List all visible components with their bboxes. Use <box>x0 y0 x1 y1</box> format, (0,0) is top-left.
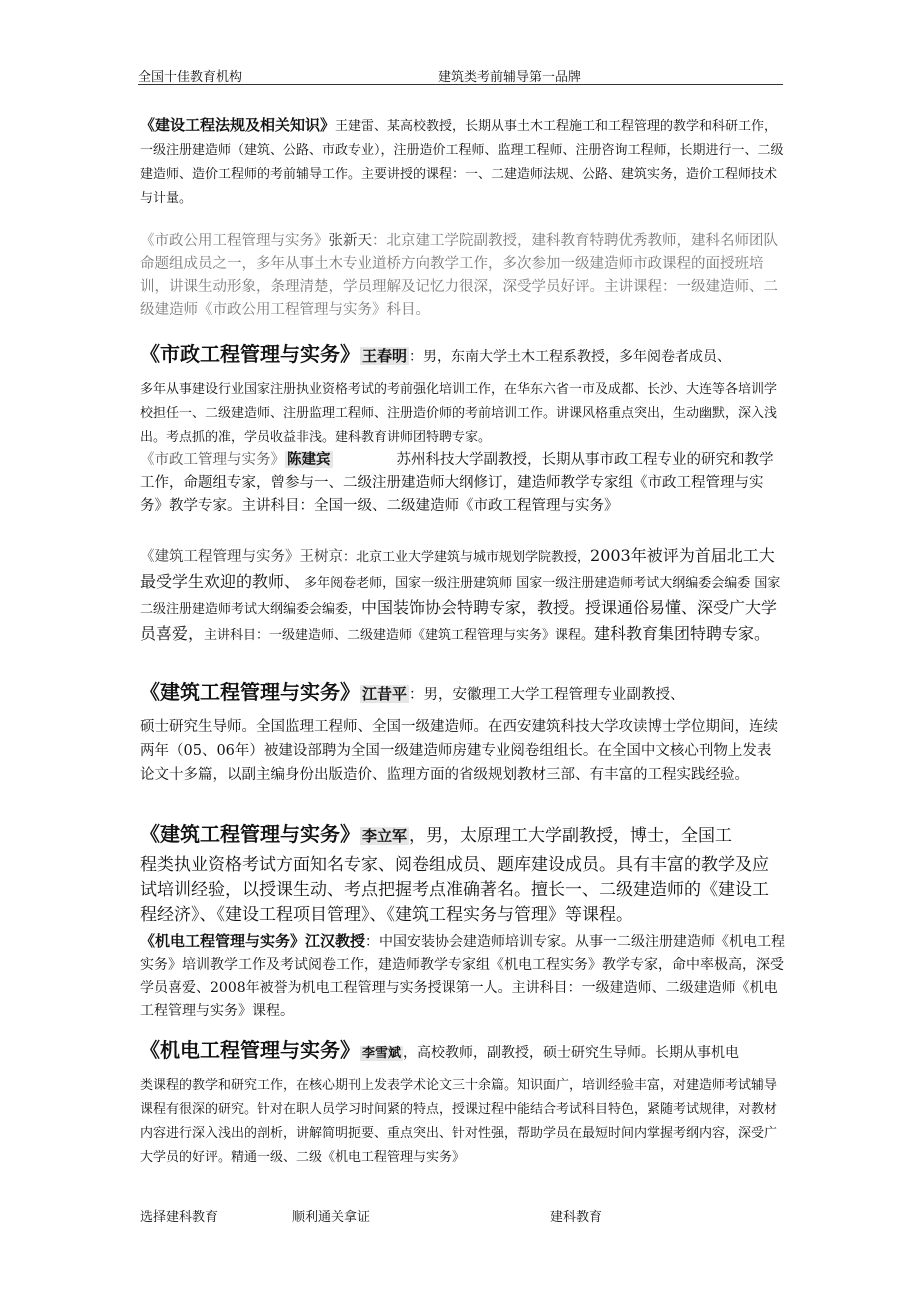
teacher-name: 江昔平 <box>362 685 408 703</box>
section-body: 类课程的教学和研究工作，在核心期刊上发表学术论文三十余篇。知识面广，培训经验丰富，对建造师考试辅导课程有很深的研究。针对在职人员学习时间紧的特点，授课过程中能结合考试科目特色，紧随考试规律，对教材内容进行深入浅出的剖析，讲解简明扼要、重点突出、针对性强，帮助学员在最短时间内掌握考纲内容，深受广大学员的好评。精通一级、二级《机电工程管理与实务》 <box>140 1078 778 1165</box>
section-title: 《建筑工程管理与实务》 <box>140 822 360 846</box>
header-right-text: 建筑类考前辅导第一品牌 <box>438 70 582 85</box>
section-body-b: 2003年被评为首届北工大最受学生欢迎的教师、 <box>140 546 775 591</box>
section-municipal-wang <box>140 338 785 450</box>
teacher-name: 王春明 <box>362 347 408 365</box>
section-title: 《建设工程法规及相关知识》 <box>140 116 336 134</box>
section-title: 《市政公用工程管理与实务》 <box>140 233 329 249</box>
section-body: 程类执业资格考试方面知名专家、阅卷组成员、题库建设成员。具有丰富的教学及应试培训经验，以授课生动、考点把握考点准确著名。擅长一、二级建造师的《建设工程经济》、《建设工程项目管理》、《建筑工程实务与管理》等课程。 <box>140 855 769 925</box>
section-building-li <box>140 818 785 928</box>
section-body: ：北京建工学院副教授，建科教育特聘优秀教师，建科名师团队命题组成员之一，多年从事土木专业道桥方向教学工作，多次参加一级建造师市政课程的面授班培训，讲课生动形象，条理清楚，学员理解及记忆力很深，深受学员好评。主讲课程：一级建造师、二级建造师《市政公用工程管理与实务》科目。 <box>140 233 778 318</box>
section-title: 《市政工程管理与实务》 <box>140 342 360 366</box>
section-building-jiang <box>140 676 785 787</box>
section-title: 《市政工管理与实务》 <box>140 452 285 468</box>
section-municipal-zhang <box>140 230 785 322</box>
section-body: 王建雷、某高校教授，长期从事土木工程施工和工程管理的教学和科研工作，一级注册建造师（建筑、公路、市政专业），注册造价工程师、监理工程师、注册咨询工程师，长期进行一、二级建造师、造价工程师的考前辅导工作。主要讲授的课程：一、二建造师法规、公路、建筑实务，造价工程师技术与计量。 <box>140 119 784 206</box>
section-municipal-chen <box>140 448 785 518</box>
teacher-name: 李立军 <box>362 827 408 845</box>
section-title: 《机电工程管理与实务》江汉教授 <box>140 932 366 950</box>
section-mep-li <box>140 1034 785 1170</box>
section-body-first: ：男，安徽理工大学工程管理专业副教授、 <box>409 687 685 703</box>
section-body-a: ：北京工业大学建筑与城市规划学院教授， <box>343 550 591 565</box>
teacher-name: 张新天 <box>328 233 372 249</box>
section-law <box>140 113 785 211</box>
section-body-first: ，男，太原理工大学副教授，博士，全国工 <box>409 826 733 846</box>
teacher-name: 陈建宾 <box>287 451 331 468</box>
footer-slogan-1: 选择建科教育 <box>140 1210 219 1225</box>
teacher-name: 李雪斌 <box>362 1046 402 1061</box>
footer-slogan-2: 顺利通关拿证 <box>292 1210 371 1225</box>
header-left-text: 全国十佳教育机构 <box>138 70 243 85</box>
section-body: 苏州科技大学副教授，长期从事市政工程专业的研究和教学工作，命题组专家，曾参与一、二级注册建造师大纲修订，建造师教学专家组《市政工程管理与实务》教学专家。主讲科目：全国一级、二级建造师《市政工程管理与实务》 <box>140 452 774 514</box>
page-header <box>138 62 783 85</box>
section-body-first: ：男，东南大学土木工程系教授，多年阅卷者成员、 <box>409 349 732 365</box>
section-body: 多年从事建设行业国家注册执业资格考试的考前强化培训工作，在华东六省一市及成都、长沙、大连等各培训学校担任一、二级建造师、注册监理工程师、注册造价师的考前培训工作。讲课风格重点突出，生动幽默，深入浅出。考点抓的准，学员收益非浅。建科教育讲师团特聘专家。 <box>140 382 778 445</box>
section-title: 《建筑工程管理与实务》王树京 <box>140 549 343 565</box>
section-body-first: ，高校教师，副教授，硕士研究生导师。长期从事机电 <box>403 1045 740 1061</box>
section-body-f: 建科教育集团特聘专家。 <box>594 624 771 643</box>
section-body-e: 主讲科目：一级建造师、二级建造师《建筑工程管理与实务》课程。 <box>204 628 595 643</box>
section-title: 《机电工程管理与实务》 <box>140 1038 360 1062</box>
section-building-wang <box>140 544 785 648</box>
section-body: ：中国安装协会建造师培训专家。从事一二级注册建造师《机电工程实务》培训教学工作及考试阅卷工作，建造师教学专家组《机电工程实务》教学专家，命中率极高，深受学员喜爱、2008年被誉为机电工程管理与实务授课第一人。主讲科目：一级建造师、二级建造师《机电工程管理与实务》课程。 <box>140 934 786 1019</box>
section-title: 《建筑工程管理与实务》 <box>140 680 360 704</box>
section-body-d: 中国装饰协会特聘专家，教授。授课通俗易懂、深受广大学员喜爱， <box>140 598 778 643</box>
section-mep-jiang <box>140 930 785 1023</box>
section-body: 硕士研究生导师。全国监理工程师、全国一级建造师。在西安建筑科技大学攻读博士学位期间，连续两年（05、06年）被建设部聘为全国一级建造师房建专业阅卷组组长。在全国中文核心刊物上发表论文十多篇，以副主编身份出版造价、监理方面的省级规划教材三部、有丰富的工程实践经验。 <box>140 719 778 783</box>
section-body-c: 多年阅卷老师，国家一级注册建筑师 国家一级注册建造师考试大纲编委会编委 国家二级注册建造师考试大纲编委会编委， <box>140 576 781 617</box>
footer-brand: 建科教育 <box>550 1210 603 1225</box>
